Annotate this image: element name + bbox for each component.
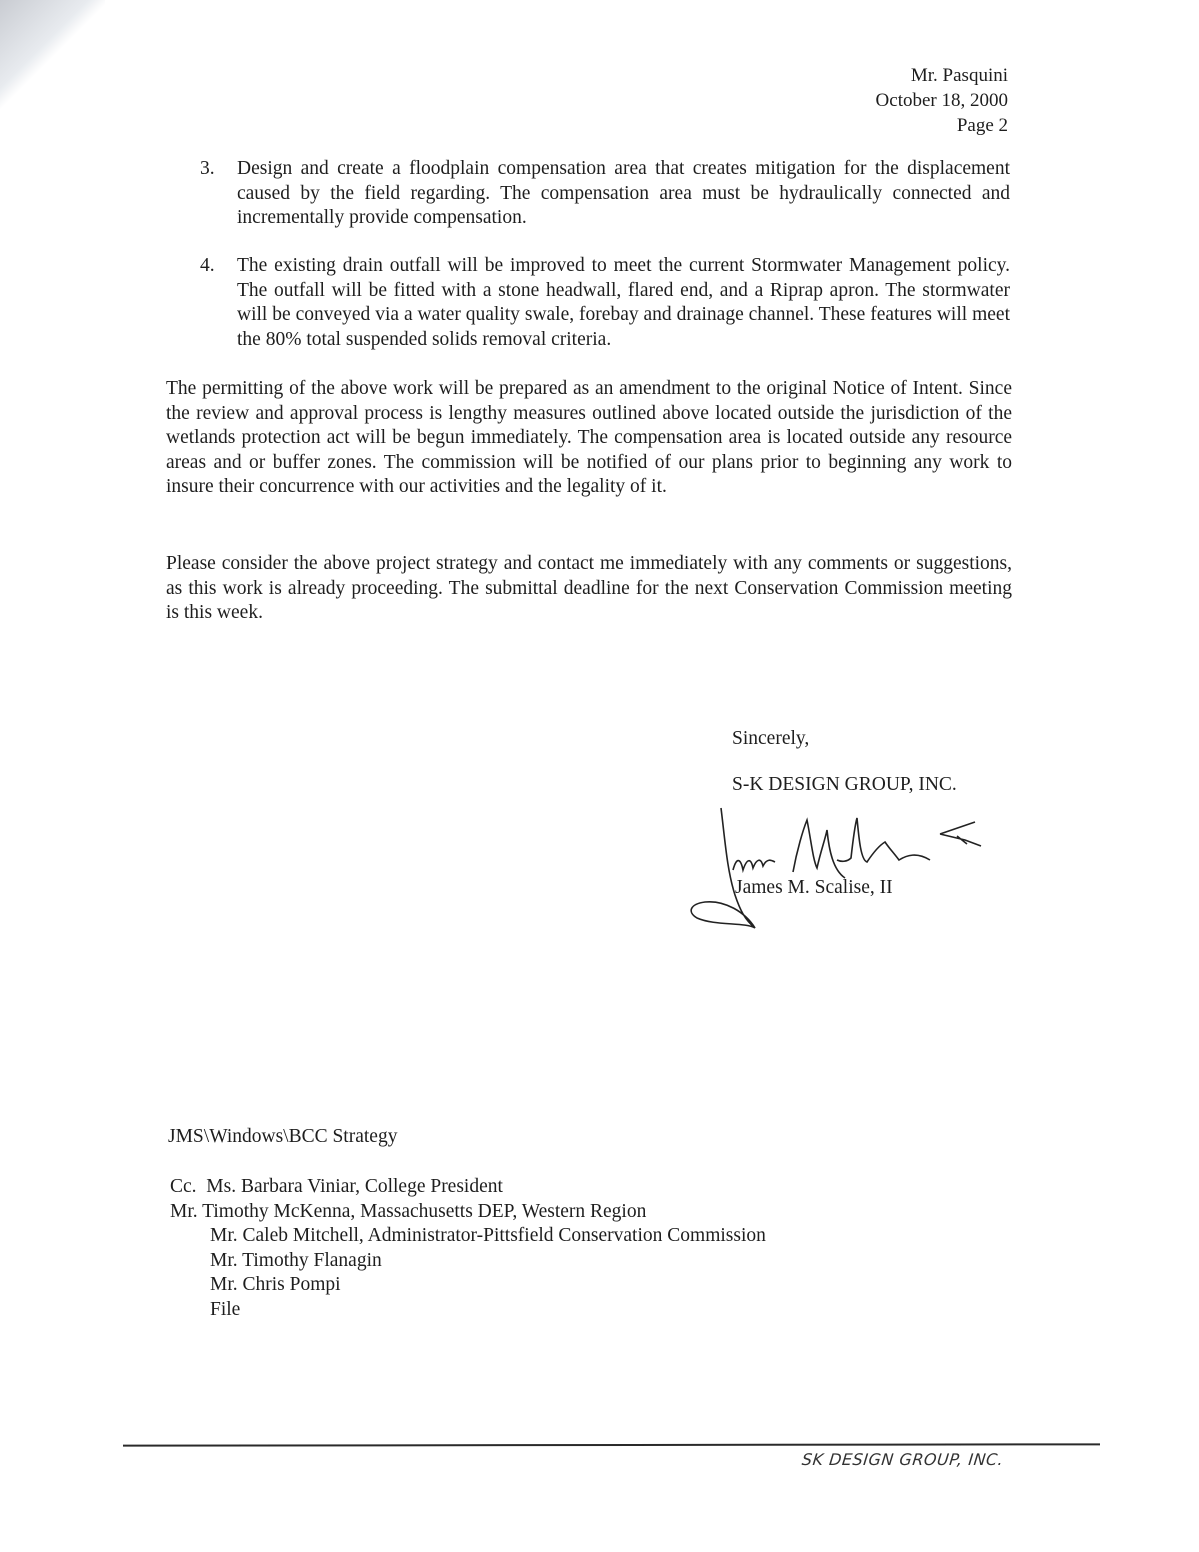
file-reference: JMS\Windows\BCC Strategy [168,1126,398,1147]
cc-recipient: File [210,1298,241,1320]
closing-salutation: Sincerely, [732,728,810,749]
signer-name: James M. Scalise, II [735,877,893,898]
cc-recipient: Mr. Timothy Flanagin [210,1249,382,1271]
header-recipient: Mr. Pasquini [910,65,1008,86]
list-item-4 [200,254,1010,352]
cc-list [170,1175,766,1323]
cc-recipient: Mr. Chris Pompi [210,1274,341,1296]
cc-first-line [170,1175,766,1200]
paragraph-request: Please consider the above project strategy and contact me immediately with any comments or suggestions, as this work is already proceeding. The submittal deadline for the next Conservation Commission meeting is this week. [166,553,1012,623]
scan-corner-shadow [0,0,105,115]
header-page-number: Page 2 [956,115,1008,136]
list-item-number: 3. [200,158,215,179]
footer-divider [123,1443,1100,1446]
list-item-number: 4. [200,255,215,276]
cc-recipient: Mr. Caleb Mitchell, Administrator-Pittsfield Conservation Commission [210,1225,766,1247]
closing-company: S-K DESIGN GROUP, INC. [732,774,957,795]
page-header [876,63,1008,138]
handwritten-signature [685,800,985,940]
cc-label: Cc. [170,1176,197,1197]
paragraph-permitting: The permitting of the above work will be prepared as an amendment to the original Notice of Intent. Since the review and approval process is lengthy measures outlined above located outside the jurisdiction of the wetlands protection act will be begun immediately. The compensation area is located outside any resource areas and or buffer zones. The commission will be notified of our plans prior to beginning any work to insure their concurrence with our activities and the legality of it. [166,378,1012,497]
header-date: October 18, 2000 [875,90,1008,111]
list-item-text: The existing drain outfall will be improved to meet the current Stormwater Management policy. The outfall will be fitted with a stone headwall, flared end, and a Riprap apron. The stormwater will be conveyed via a water quality swale, forebay and drainage channel. These features will meet the 80% total suspended solids removal criteria. [237,255,1010,350]
cc-recipient: Mr. Timothy McKenna, Massachusetts DEP, Western Region [170,1200,647,1222]
list-item-3 [200,157,1010,231]
footer-company: SK DESIGN GROUP, INC. [801,1450,1005,1469]
cc-recipient: Ms. Barbara Viniar, College President [206,1176,503,1197]
list-item-text: Design and create a floodplain compensation area that creates mitigation for the displacement caused by the field regarding. The compensation area must be hydraulically connected and incrementally provide compensation. [237,158,1010,228]
